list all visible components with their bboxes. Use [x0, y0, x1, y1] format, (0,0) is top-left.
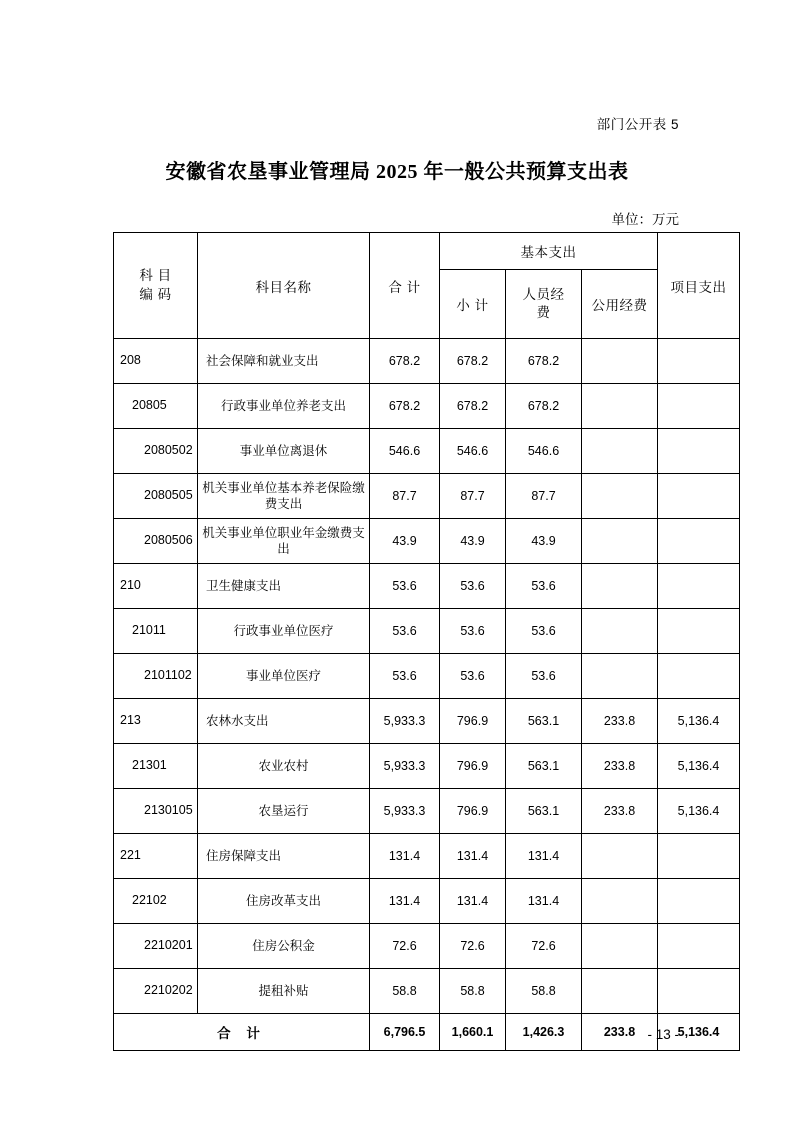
cell-sub: 678.2 — [440, 384, 506, 429]
cell-total: 5,933.3 — [370, 789, 440, 834]
column-header-total: 合 计 — [370, 233, 440, 339]
cell-project — [658, 564, 740, 609]
cell-personnel: 53.6 — [506, 564, 582, 609]
cell-project — [658, 474, 740, 519]
cell-sub: 678.2 — [440, 339, 506, 384]
cell-public: 233.8 — [582, 699, 658, 744]
cell-public — [582, 654, 658, 699]
cell-subject-code: 2210202 — [114, 969, 198, 1014]
page-number: - 13 - — [647, 1027, 679, 1042]
cell-personnel: 546.6 — [506, 429, 582, 474]
cell-project — [658, 834, 740, 879]
unit-note: 单位：万元 — [611, 212, 679, 227]
cell-subject-name: 农业农村 — [198, 744, 370, 789]
column-header-personnel-expense: 人员经 费 — [506, 270, 582, 339]
cell-public — [582, 609, 658, 654]
cell-subject-name: 农垦运行 — [198, 789, 370, 834]
cell-project — [658, 609, 740, 654]
cell-personnel: 53.6 — [506, 654, 582, 699]
cell-total-personnel: 1,426.3 — [506, 1014, 582, 1051]
budget-expenditure-table — [113, 232, 740, 1051]
cell-project: 5,136.4 — [658, 699, 740, 744]
cell-subject-code: 221 — [114, 834, 198, 879]
cell-subject-code: 2130105 — [114, 789, 198, 834]
cell-subject-code: 20805 — [114, 384, 198, 429]
table-body — [114, 339, 740, 1051]
cell-subject-code: 2101102 — [114, 654, 198, 699]
table-row — [114, 879, 740, 924]
cell-sub: 546.6 — [440, 429, 506, 474]
table-row — [114, 744, 740, 789]
cell-sub: 87.7 — [440, 474, 506, 519]
cell-total-public: 233.8 — [582, 1014, 658, 1051]
cell-total: 53.6 — [370, 654, 440, 699]
column-header-code: 科 目 编 码 — [114, 233, 198, 339]
cell-total-total: 6,796.5 — [370, 1014, 440, 1051]
cell-public — [582, 429, 658, 474]
cell-subject-name: 提租补贴 — [198, 969, 370, 1014]
table-row — [114, 789, 740, 834]
cell-subject-code: 21011 — [114, 609, 198, 654]
cell-personnel: 131.4 — [506, 879, 582, 924]
cell-subject-code: 210 — [114, 564, 198, 609]
cell-sub: 53.6 — [440, 654, 506, 699]
cell-subject-name: 住房公积金 — [198, 924, 370, 969]
cell-subject-code: 2080502 — [114, 429, 198, 474]
table-row — [114, 654, 740, 699]
cell-total: 53.6 — [370, 609, 440, 654]
cell-total: 131.4 — [370, 879, 440, 924]
cell-total-label: 合 计 — [114, 1014, 370, 1051]
column-header-basic-subtotal: 小 计 — [440, 270, 506, 339]
cell-sub: 58.8 — [440, 969, 506, 1014]
cell-subject-name: 行政事业单位养老支出 — [198, 384, 370, 429]
cell-sub: 796.9 — [440, 789, 506, 834]
cell-subject-code: 2080505 — [114, 474, 198, 519]
cell-public — [582, 519, 658, 564]
cell-subject-name: 事业单位医疗 — [198, 654, 370, 699]
cell-subject-name: 住房改革支出 — [198, 879, 370, 924]
cell-personnel: 43.9 — [506, 519, 582, 564]
cell-sub: 796.9 — [440, 699, 506, 744]
cell-public — [582, 474, 658, 519]
cell-total-sub: 1,660.1 — [440, 1014, 506, 1051]
cell-subject-name: 卫生健康支出 — [198, 564, 370, 609]
cell-project — [658, 519, 740, 564]
cell-public — [582, 834, 658, 879]
cell-subject-name: 机关事业单位基本养老保险缴费支出 — [198, 474, 370, 519]
cell-subject-name: 住房保障支出 — [198, 834, 370, 879]
cell-total: 58.8 — [370, 969, 440, 1014]
cell-public — [582, 339, 658, 384]
table-row — [114, 339, 740, 384]
cell-sub: 131.4 — [440, 834, 506, 879]
table-row — [114, 519, 740, 564]
cell-personnel: 678.2 — [506, 384, 582, 429]
cell-total: 131.4 — [370, 834, 440, 879]
department-table-label: 部门公开表 5 — [596, 117, 679, 132]
column-header-public-expense: 公用经费 — [582, 270, 658, 339]
cell-personnel: 563.1 — [506, 789, 582, 834]
cell-subject-name: 行政事业单位医疗 — [198, 609, 370, 654]
cell-project — [658, 654, 740, 699]
cell-personnel: 53.6 — [506, 609, 582, 654]
cell-public: 233.8 — [582, 789, 658, 834]
cell-public — [582, 969, 658, 1014]
table-row — [114, 429, 740, 474]
cell-total: 546.6 — [370, 429, 440, 474]
table-total-row — [114, 1014, 740, 1051]
column-header-basic-expenditure: 基本支出 — [440, 233, 658, 270]
cell-personnel: 58.8 — [506, 969, 582, 1014]
table-row — [114, 969, 740, 1014]
cell-subject-code: 22102 — [114, 879, 198, 924]
table-row — [114, 699, 740, 744]
cell-project: 5,136.4 — [658, 744, 740, 789]
cell-project — [658, 384, 740, 429]
cell-sub: 72.6 — [440, 924, 506, 969]
cell-sub: 796.9 — [440, 744, 506, 789]
cell-personnel: 72.6 — [506, 924, 582, 969]
cell-sub: 131.4 — [440, 879, 506, 924]
cell-total: 5,933.3 — [370, 744, 440, 789]
cell-public — [582, 924, 658, 969]
column-header-name: 科目名称 — [198, 233, 370, 339]
cell-project — [658, 429, 740, 474]
cell-total: 72.6 — [370, 924, 440, 969]
cell-total: 43.9 — [370, 519, 440, 564]
cell-personnel: 131.4 — [506, 834, 582, 879]
cell-subject-name: 机关事业单位职业年金缴费支出 — [198, 519, 370, 564]
cell-public — [582, 879, 658, 924]
cell-subject-code: 213 — [114, 699, 198, 744]
cell-subject-code: 2210201 — [114, 924, 198, 969]
cell-subject-code: 208 — [114, 339, 198, 384]
cell-total-project: 5,136.4 — [658, 1014, 740, 1051]
cell-subject-name: 事业单位离退休 — [198, 429, 370, 474]
cell-personnel: 563.1 — [506, 699, 582, 744]
cell-project — [658, 924, 740, 969]
table-row — [114, 609, 740, 654]
column-header-project-expenditure: 项目支出 — [658, 233, 740, 339]
page-title: 安徽省农垦事业管理局 2025 年一般公共预算支出表 — [165, 161, 629, 183]
cell-subject-code: 2080506 — [114, 519, 198, 564]
cell-project: 5,136.4 — [658, 789, 740, 834]
table-row — [114, 384, 740, 429]
cell-subject-name: 农林水支出 — [198, 699, 370, 744]
cell-total: 5,933.3 — [370, 699, 440, 744]
cell-public: 233.8 — [582, 744, 658, 789]
table-row — [114, 924, 740, 969]
cell-project — [658, 339, 740, 384]
cell-sub: 53.6 — [440, 564, 506, 609]
table-row — [114, 474, 740, 519]
table-row — [114, 564, 740, 609]
cell-total: 678.2 — [370, 339, 440, 384]
cell-personnel: 678.2 — [506, 339, 582, 384]
cell-sub: 43.9 — [440, 519, 506, 564]
cell-subject-name: 社会保障和就业支出 — [198, 339, 370, 384]
cell-project — [658, 969, 740, 1014]
cell-subject-code: 21301 — [114, 744, 198, 789]
cell-total: 87.7 — [370, 474, 440, 519]
table-header — [114, 233, 740, 339]
cell-personnel: 563.1 — [506, 744, 582, 789]
cell-project — [658, 879, 740, 924]
cell-public — [582, 564, 658, 609]
cell-personnel: 87.7 — [506, 474, 582, 519]
cell-sub: 53.6 — [440, 609, 506, 654]
cell-public — [582, 384, 658, 429]
cell-total: 678.2 — [370, 384, 440, 429]
cell-total: 53.6 — [370, 564, 440, 609]
table-row — [114, 834, 740, 879]
